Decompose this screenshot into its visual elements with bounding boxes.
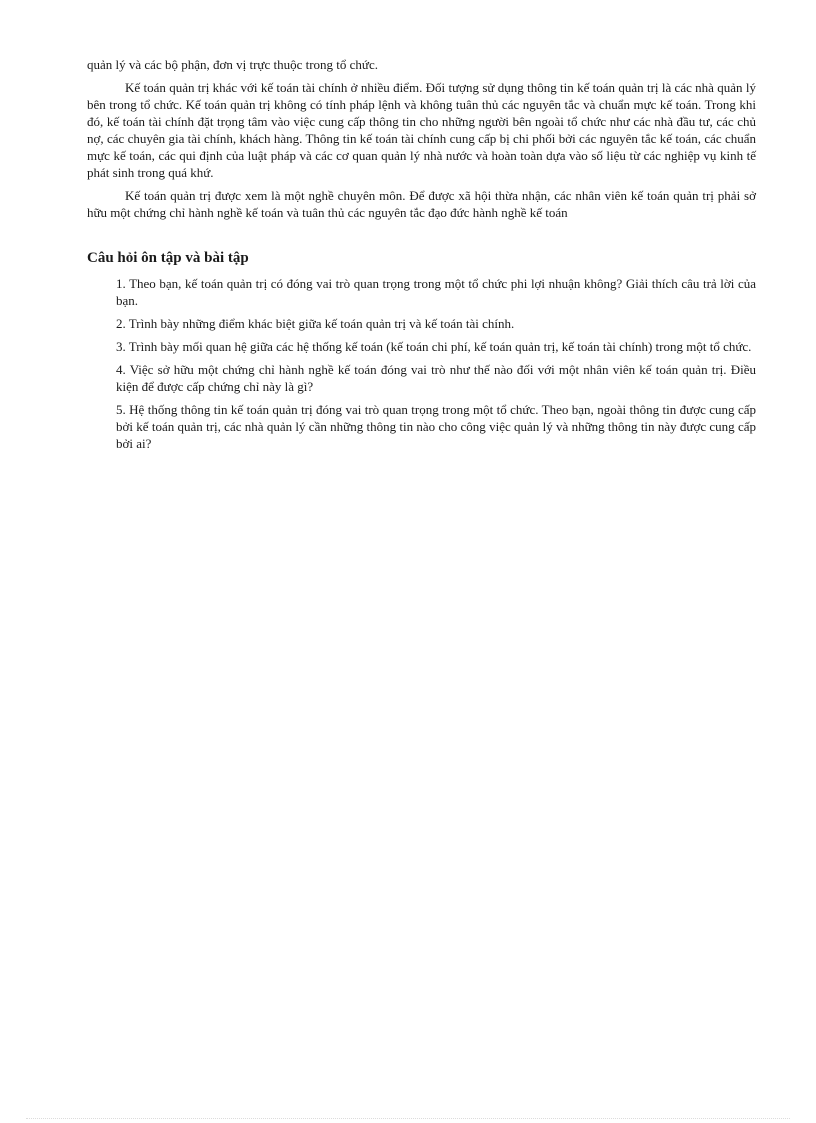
question-item-2: 2. Trình bày những điểm khác biệt giữa kế toán quản trị và kế toán tài chính. (116, 316, 515, 331)
paragraph-differences: Kế toán quản trị khác với kế toán tài chính ở nhiều điểm. Đối tượng sử dụng thông tin kế toán quản trị là các nhà quản lý bên trong tổ chức. Kế toán quản trị không có tính pháp lệnh và không tuân thủ các nguyên tắc và chuẩn mực kế toán. Trong khi đó, kế toán tài chính đặt trọng tâm vào việc cung cấp thông tin cho những người bên ngoài tổ chức như các nhà đầu tư, các chủ nợ, các chuyên gia tài chính, khách hàng. Thông tin kế toán tài chính cung cấp bị chi phối bởi các nguyên tắc kế toán, các chuẩn mực kế toán, các qui định của luật pháp và các cơ quan quản lý nhà nước và hoàn toàn dựa vào số liệu từ các nghiệp vụ kinh tế phát sinh trong quá khứ. (87, 80, 756, 180)
question-item-5: 5. Hệ thống thông tin kế toán quản trị đóng vai trò quan trọng trong một tổ chức. Theo bạn, ngoài thông tin được cung cấp bởi kế toán quản trị, các nhà quản lý cần những thông tin nào cho công việc quản lý và những thông tin này được cung cấp bởi ai? (116, 402, 756, 451)
document-page (87, 56, 756, 458)
page-bottom-rule (26, 1118, 790, 1119)
question-item-4: 4. Việc sở hữu một chứng chỉ hành nghề kế toán đóng vai trò như thế nào đối với một nhân viên kế toán quản trị. Điều kiện để được cấp chứng chỉ này là gì? (116, 362, 756, 394)
question-item-1: 1. Theo bạn, kế toán quản trị có đóng vai trò quan trọng trong một tổ chức phi lợi nhuận không? Giải thích câu trả lời của bạn. (116, 276, 756, 308)
paragraph-profession: Kế toán quản trị được xem là một nghề chuyên môn. Để được xã hội thừa nhận, các nhân viên kế toán quản trị phải sở hữu một chứng chỉ hành nghề kế toán và tuân thủ các nguyên tắc đạo đức hành nghề kế toán (87, 188, 756, 220)
question-list (87, 275, 756, 452)
paragraph-continuation: quản lý và các bộ phận, đơn vị trực thuộc trong tổ chức. (87, 57, 378, 72)
question-item-3: 3. Trình bày mối quan hệ giữa các hệ thống kế toán (kế toán chi phí, kế toán quản trị, kế toán tài chính) trong một tổ chức. (116, 339, 752, 354)
section-heading: Câu hỏi ôn tập và bài tập (87, 250, 249, 266)
